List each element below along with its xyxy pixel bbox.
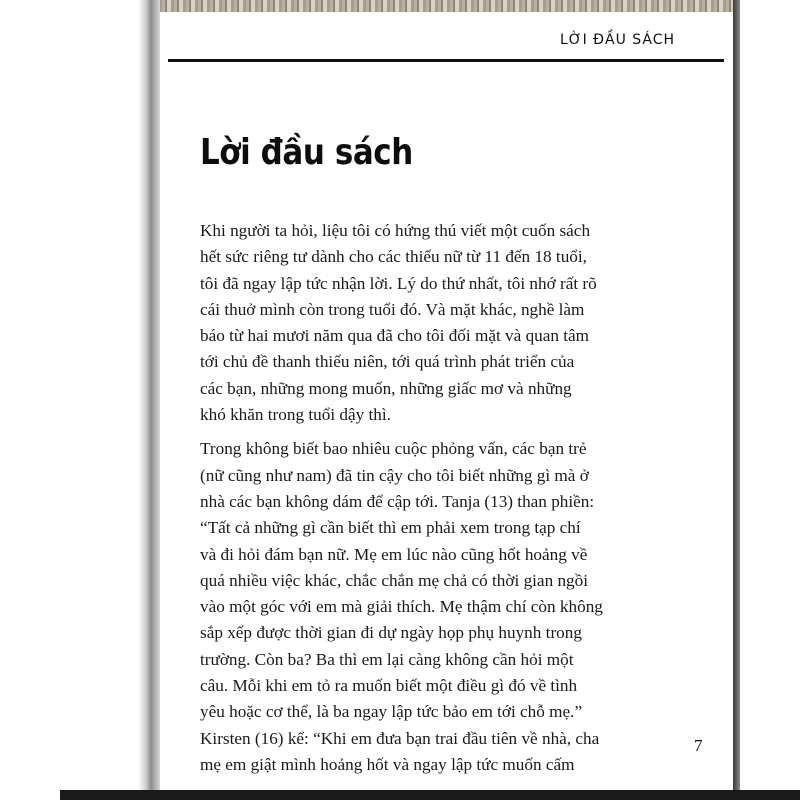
text-line: Trong không biết bao nhiêu cuộc phỏng vấn, các bạn trẻ xyxy=(200,439,587,459)
text-line: mẹ em giật mình hoảng hốt và ngay lập tức muốn cấm xyxy=(200,754,575,774)
page-number: 7 xyxy=(694,736,703,755)
paragraph-2 xyxy=(200,436,603,778)
text-line: Khi người ta hỏi, liệu tôi có hứng thú viết một cuốn sách xyxy=(200,221,591,240)
text-line: yêu hoặc cơ thể, là ba ngay lập tức bảo em tới chỗ mẹ.” xyxy=(200,702,583,722)
text-line: sắp xếp được thời gian đi dự ngày họp phụ huynh trong xyxy=(200,623,582,643)
paragraph-spacer xyxy=(200,428,600,436)
text-line: các bạn, những mong muốn, những giấc mơ và những xyxy=(200,378,572,398)
body-text xyxy=(200,218,603,778)
text-line: quá nhiều việc khác, chắc chắn mẹ chả có thời gian ngồi xyxy=(200,570,589,590)
text-line: tới chủ đề thanh thiếu niên, tới quá trình phát triển của xyxy=(200,352,575,372)
chapter-title: Lời đầu sách xyxy=(200,132,413,173)
text-line: “Tất cả những gì cần biết thì em phải xem trong tạp chí xyxy=(200,518,581,538)
scan-bottom-border xyxy=(60,790,800,800)
text-line: câu. Mỗi khi em tỏ ra muốn biết một điều gì đó về tình xyxy=(200,676,578,696)
text-line: và đi hỏi đám bạn nữ. Mẹ em lúc nào cũng hốt hoảng về xyxy=(200,544,588,564)
paragraph-1 xyxy=(200,218,600,428)
text-line: khó khăn trong tuổi dậy thì. xyxy=(200,405,391,425)
running-head: LỜI ĐẦU SÁCH xyxy=(560,32,676,48)
table-background-texture xyxy=(150,0,735,12)
page-edge-shadow xyxy=(733,0,740,800)
text-line: Kirsten (16) kể: “Khi em đưa bạn trai đầu tiên về nhà, cha xyxy=(200,728,600,748)
text-line: (nữ cũng như nam) đã tin cậy cho tôi biết những gì mà ở xyxy=(200,465,589,485)
text-line: báo từ hai mươi năm qua đã cho tôi đối mặt và quan tâm xyxy=(200,326,590,346)
text-line: nhà các bạn không dám để cập tới. Tanja (13) than phiền: xyxy=(200,491,595,511)
text-line: trường. Còn ba? Ba thì em lại càng không cần hỏi một xyxy=(200,649,574,669)
book-spine-shadow xyxy=(138,0,160,800)
text-line: cái thuở mình còn trong tuổi đó. Và mặt khác, nghề làm xyxy=(200,299,585,319)
text-line: tôi đã ngay lập tức nhận lời. Lý do thứ nhất, tôi nhớ rất rõ xyxy=(200,273,597,293)
text-line: vào một góc với em mà giải thích. Mẹ thậm chí còn không xyxy=(200,597,603,617)
header-rule xyxy=(168,59,724,62)
text-line: hết sức riêng tư dành cho các thiếu nữ từ 11 đến 18 tuổi, xyxy=(200,247,587,267)
